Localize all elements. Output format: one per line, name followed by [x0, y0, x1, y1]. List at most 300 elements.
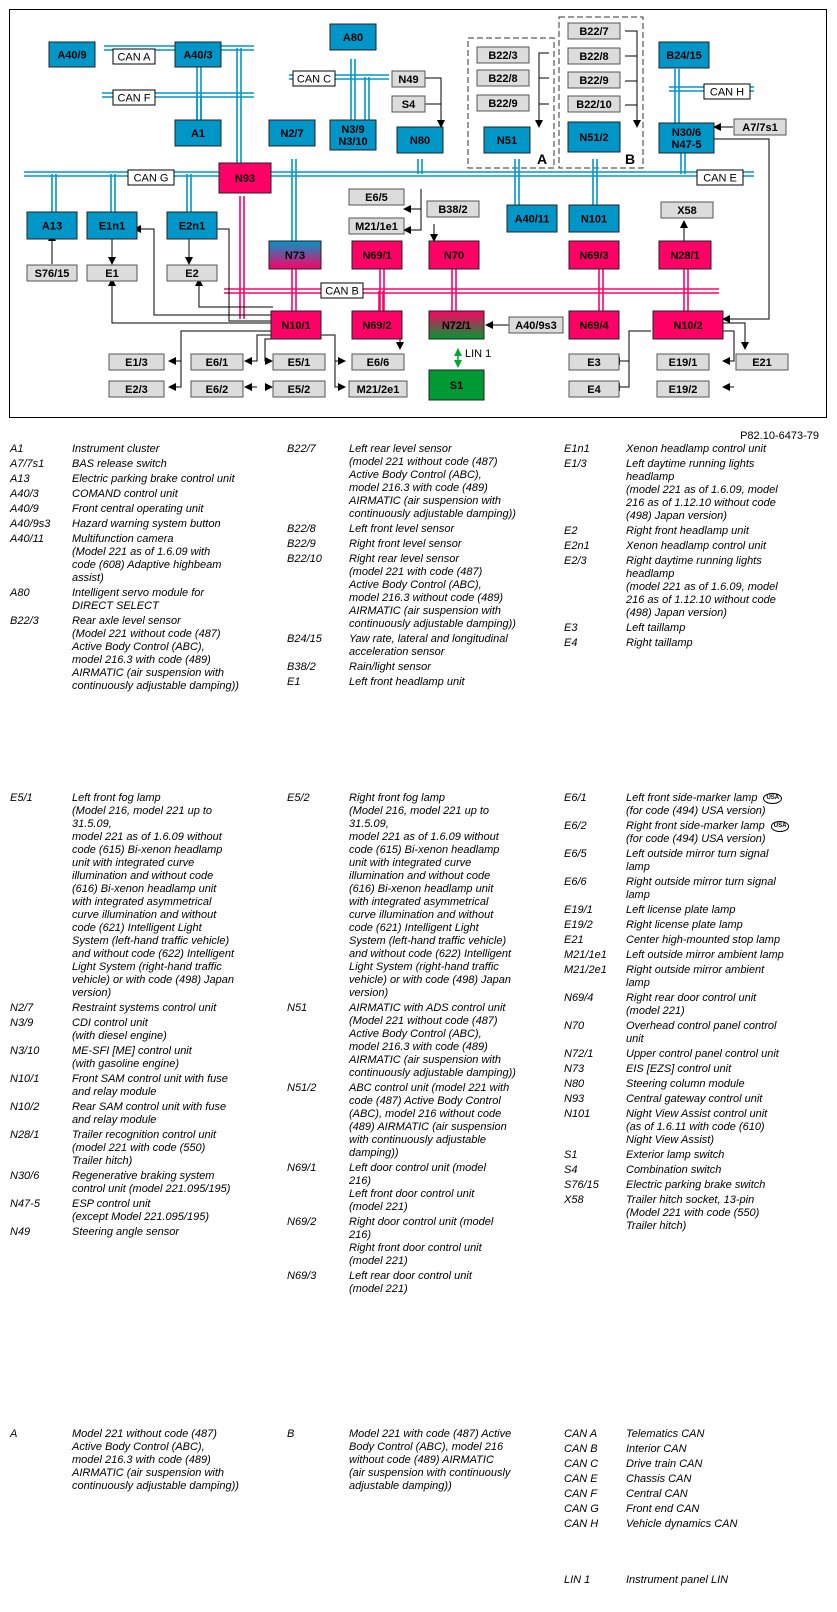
- svg-text:E6/2: E6/2: [205, 384, 229, 396]
- legend-entry: [564, 1149, 826, 1162]
- svg-text:N30/6N47-5: N30/6 N47-5: [671, 127, 702, 151]
- svg-text:E2: E2: [185, 268, 199, 280]
- legend-code: N28/1: [10, 1129, 40, 1141]
- drawing-reference: P82.10-6473-79: [740, 430, 819, 442]
- legend-entry: [10, 1129, 278, 1168]
- svg-text:E6/5: E6/5: [365, 192, 388, 204]
- legend-column-1: [10, 443, 278, 695]
- svg-text:M21/2e1: M21/2e1: [356, 384, 400, 396]
- legend-description: Rear axle level sensor (Model 221 without code (487) Active Body Control (ABC), model 216.3 with code (489) AIRMATIC (air suspension with continuously adjustable damping)): [72, 615, 239, 692]
- legend-description: Right front fog lamp (Model 216, model 221 up to 31.5.09, model 221 as of 1.6.09 without code (615) Bi-xenon headlamp unit with integrated curve illumination and without code (616) Bi-xenon headlamp unit with integrated asymmetrical curve illumination and without code (621) Intelligent Light System (left-hand traffic vehicle) and without code (622) Intelligent Light System (right-hand traffic vehicle) or with code (498) Japan version): [349, 792, 512, 999]
- legend-description: Central gateway control unit: [626, 1093, 763, 1105]
- node-a80: [330, 24, 376, 50]
- svg-text:CAN E: CAN E: [703, 172, 737, 185]
- legend-code: M21/1e1: [564, 949, 607, 961]
- legend-description: Xenon headlamp control unit: [626, 540, 767, 552]
- legend-entry: [10, 518, 278, 531]
- node-b22-9a: [477, 95, 529, 111]
- legend-description: Yaw rate, lateral and longitudinal acceleration sensor: [349, 633, 508, 658]
- legend-description: Right license plate lamp: [626, 919, 743, 931]
- legend-description: Center high-mounted stop lamp: [626, 934, 781, 946]
- node-e2: [167, 265, 217, 281]
- legend-code: N93: [564, 1093, 585, 1105]
- node-e21: [736, 354, 788, 370]
- legend-code: CAN A: [564, 1428, 598, 1440]
- legend-entry: [10, 615, 278, 693]
- legend-code: A1: [10, 443, 24, 455]
- svg-text:N93: N93: [234, 173, 256, 185]
- legend-description: Left outside mirror turn signal lamp: [626, 848, 769, 873]
- legend-code: M21/2e1: [564, 964, 607, 976]
- legend-code: N10/1: [10, 1073, 40, 1085]
- legend-code: CAN E: [564, 1473, 598, 1485]
- legend-code: N69/3: [287, 1270, 317, 1282]
- legend-entry: [287, 1002, 549, 1080]
- svg-text:A7/7s1: A7/7s1: [742, 122, 778, 134]
- svg-text:E1n1: E1n1: [98, 220, 126, 233]
- svg-text:B22/9: B22/9: [579, 75, 609, 87]
- legend-entry: [564, 1458, 826, 1471]
- legend-code: B22/10: [287, 553, 322, 565]
- legend-description: ESP control unit (except Model 221.095/195): [72, 1198, 209, 1223]
- legend-description: Intelligent servo module for DIRECT SELECT: [72, 587, 205, 612]
- legend-code: E6/2: [564, 820, 587, 832]
- legend-entry: [287, 1082, 549, 1160]
- node-m21-1e1: [349, 218, 404, 234]
- legend-entry: [564, 848, 826, 874]
- svg-text:N101: N101: [580, 213, 608, 226]
- node-n72-1: [429, 311, 484, 339]
- legend-entry: [564, 1020, 826, 1046]
- svg-text:B22/9: B22/9: [488, 98, 518, 110]
- svg-text:N10/2: N10/2: [673, 320, 703, 332]
- legend-description: Left front level sensor: [349, 523, 455, 535]
- legend-code: A40/9: [10, 503, 39, 515]
- legend-entry: [564, 1428, 826, 1441]
- legend-code: E3: [564, 622, 578, 634]
- legend-description: AIRMATIC with ADS control unit (Model 221 without code (487) Active Body Control (ABC), model 216.3 with code (489) AIRMATIC (air suspension with continuously adjustable damping)): [349, 1002, 516, 1079]
- legend-description: Front end CAN: [626, 1503, 700, 1515]
- legend-entry: [10, 1002, 278, 1015]
- network-topology-diagram: [9, 9, 827, 418]
- legend-description: Vehicle dynamics CAN: [626, 1518, 738, 1530]
- node-n93: [219, 163, 271, 193]
- legend-entry: [10, 792, 278, 1000]
- legend-description: Front central operating unit: [72, 503, 204, 515]
- legend-code: CAN B: [564, 1443, 598, 1455]
- legend-code: B22/3: [10, 615, 39, 627]
- legend-code: B24/15: [287, 633, 322, 645]
- legend-code: A7/7s1: [10, 458, 45, 470]
- nodes: [27, 23, 788, 400]
- legend-entry: [287, 633, 549, 659]
- node-e6-5: [349, 189, 404, 205]
- node-n69-1: [352, 241, 402, 269]
- legend-description: Right front headlamp unit: [626, 525, 749, 537]
- svg-text:B22/8: B22/8: [488, 73, 518, 85]
- node-e1-3: [109, 354, 164, 370]
- svg-text:N51: N51: [496, 135, 518, 147]
- legend-code: E1n1: [564, 443, 590, 455]
- legend-description: Rain/light sensor: [349, 661, 431, 673]
- legend-entry: [564, 555, 826, 620]
- legend-description: Right door control unit (model 216) Right front door control unit (model 221): [349, 1216, 494, 1267]
- legend-description: ABC control unit (model 221 with code (487) Active Body Control (ABC), model 216 without code (489) AIRMATIC (air suspension with continuously adjustable damping)): [349, 1082, 510, 1159]
- legend-description: Left front fog lamp (Model 216, model 221 up to 31.5.09, model 221 as of 1.6.09 without code (615) Bi-xenon headlamp unit with integrated curve illumination and without code (616) Bi-xenon headlamp unit with integrated asymmetrical curve illumination and without code (621) Intelligent Light System (left-hand traffic vehicle) and without code (622) Intelligent Light System (right-hand traffic vehicle) or with code (498) Japan version): [72, 792, 235, 999]
- legend-description: Left front headlamp unit: [349, 676, 465, 688]
- legend-entry: [564, 540, 826, 553]
- legend-entry: [287, 661, 549, 674]
- legend-description: CDI control unit (with diesel engine): [72, 1017, 167, 1042]
- node-n70: [429, 241, 479, 269]
- node-e3: [569, 354, 619, 370]
- svg-text:E3: E3: [587, 357, 601, 369]
- legend-description: EIS [EZS] control unit: [626, 1063, 732, 1075]
- node-e6-2: [191, 381, 243, 397]
- svg-text:N69/4: N69/4: [579, 320, 609, 332]
- node-n51: [484, 127, 530, 153]
- legend-entry: [10, 473, 278, 486]
- svg-text:E1: E1: [105, 268, 119, 280]
- svg-text:CAN B: CAN B: [325, 285, 359, 298]
- legend-entry: [564, 1108, 826, 1147]
- legend-code: N49: [10, 1226, 31, 1238]
- legend-code: N10/2: [10, 1101, 40, 1113]
- legend-code: N69/2: [287, 1216, 317, 1228]
- node-b22-3: [477, 47, 529, 63]
- node-b22-7: [568, 23, 620, 39]
- legend-description: Night View Assist control unit (as of 1.6.11 with code (610) Night View Assist): [626, 1108, 768, 1146]
- legend-entry: [287, 792, 549, 1000]
- node-e4: [569, 381, 619, 397]
- legend-code: N3/10: [10, 1045, 40, 1057]
- svg-text:S4: S4: [401, 99, 416, 111]
- legend-code: E2: [564, 525, 578, 537]
- svg-text:B24/15: B24/15: [666, 50, 702, 62]
- node-e6-6: [352, 354, 404, 370]
- svg-text:CAN H: CAN H: [709, 86, 745, 99]
- svg-text:A40/3: A40/3: [183, 49, 213, 62]
- node-e1n1: [87, 212, 137, 239]
- legend-code: E21: [564, 934, 584, 946]
- node-n30-6: [659, 123, 714, 153]
- node-b22-10: [568, 96, 620, 112]
- svg-text:N51/2: N51/2: [579, 132, 609, 144]
- node-a40-3: [175, 42, 221, 67]
- legend-code: CAN C: [564, 1458, 599, 1470]
- svg-text:M21/1e1: M21/1e1: [355, 221, 398, 233]
- legend-code: E19/2: [564, 919, 593, 931]
- svg-text:E2/3: E2/3: [125, 384, 148, 396]
- legend-code: N51/2: [287, 1082, 317, 1094]
- node-a13: [27, 212, 77, 239]
- legend-column-3: [564, 443, 826, 652]
- legend-entry: [287, 676, 549, 689]
- legend-code: E1/3: [564, 458, 587, 470]
- svg-text:B22/3: B22/3: [488, 50, 518, 62]
- node-m21-2e1: [349, 381, 407, 397]
- bus-label-can-f: [113, 90, 155, 105]
- legend-entry: [287, 1162, 549, 1214]
- svg-text:N72/1: N72/1: [441, 320, 472, 332]
- legend-code: E5/2: [287, 792, 310, 804]
- legend-description: Steering angle sensor: [72, 1226, 180, 1238]
- legend-code: B: [287, 1428, 295, 1440]
- legend-description: Front SAM control unit with fuse and relay module: [72, 1073, 228, 1098]
- legend-entry: [564, 1063, 826, 1076]
- wire: [265, 339, 273, 361]
- svg-text:E19/2: E19/2: [668, 384, 698, 396]
- svg-text:E1/3: E1/3: [125, 357, 148, 369]
- usa-badge-icon: USA: [771, 821, 790, 832]
- bus-label-can-b: [321, 283, 363, 298]
- node-b22-8b: [568, 48, 620, 64]
- legend-entry: [287, 523, 549, 536]
- node-n3-9: [330, 120, 376, 150]
- legend-description: Drive train CAN: [626, 1458, 703, 1470]
- legend-description: Chassis CAN: [626, 1473, 692, 1485]
- legend-description: Upper control panel control unit: [626, 1048, 779, 1060]
- legend-entry: [10, 1017, 278, 1043]
- legend-description: Telematics CAN: [626, 1428, 705, 1440]
- bus-label-can-g: [128, 170, 174, 185]
- legend-description: Left license plate lamp: [626, 904, 736, 916]
- legend-code: A40/9s3: [10, 518, 51, 530]
- legend-description: Xenon headlamp control unit: [626, 443, 767, 455]
- legend-description: Hazard warning system button: [72, 518, 221, 530]
- legend-description: Right taillamp: [626, 637, 693, 649]
- legend-code: E19/1: [564, 904, 593, 916]
- legend-description: Electric parking brake control unit: [72, 473, 235, 485]
- legend-description: Right rear door control unit (model 221): [626, 992, 757, 1017]
- legend-entry: [287, 538, 549, 551]
- legend-entry: [10, 1073, 278, 1099]
- legend-code: E1: [287, 676, 301, 688]
- legend-description: Steering column module: [626, 1078, 745, 1090]
- legend-code: E2n1: [564, 540, 590, 552]
- legend-description: Exterior lamp switch: [626, 1149, 725, 1161]
- wire: [714, 139, 769, 319]
- wire: [112, 279, 273, 323]
- bus-label-can-a: [113, 49, 155, 64]
- legend-code: B38/2: [287, 661, 316, 673]
- svg-text:E21: E21: [752, 357, 772, 369]
- legend-description: Model 221 without code (487) Active Body Control (ABC), model 216.3 with code (489) AIRMATIC (air suspension with continuously adjustable damping)): [72, 1428, 239, 1492]
- legend-description: Central CAN: [626, 1488, 688, 1500]
- node-e6-1: [191, 354, 243, 370]
- legend-code: CAN H: [564, 1518, 599, 1530]
- legend-description: Trailer hitch socket, 13-pin (Model 221 with code (550) Trailer hitch): [626, 1194, 760, 1232]
- node-n101: [569, 205, 619, 232]
- legend-code: N80: [564, 1078, 585, 1090]
- legend-entry: [10, 458, 278, 471]
- legend-code: N2/7: [10, 1002, 34, 1014]
- wire: [404, 189, 421, 209]
- legend-code: N47-5: [10, 1198, 40, 1210]
- legend-entry: [564, 1179, 826, 1192]
- svg-text:N69/2: N69/2: [362, 320, 392, 332]
- legend-description: Rear SAM control unit with fuse and relay module: [72, 1101, 227, 1126]
- legend-description: Right front level sensor: [349, 538, 462, 550]
- svg-text:CAN A: CAN A: [117, 51, 151, 64]
- legend-code: N72/1: [564, 1048, 594, 1060]
- legend-code: N73: [564, 1063, 585, 1075]
- legend-entry: [10, 1170, 278, 1196]
- node-x58: [661, 202, 713, 218]
- node-n10-2: [653, 311, 723, 339]
- svg-text:CAN F: CAN F: [117, 92, 151, 105]
- legend-entry: [10, 1101, 278, 1127]
- legend-entry: [10, 488, 278, 501]
- legend-entry: [287, 1216, 549, 1268]
- svg-text:E6/6: E6/6: [366, 357, 390, 369]
- legend-description: Model 221 with code (487) Active Body Control (ABC), model 216 without code (489) AIRMATIC (air suspension with continuously adjustable damping)): [349, 1428, 512, 1492]
- legend-description: COMAND control unit: [72, 488, 178, 500]
- legend-code: E6/1: [564, 792, 587, 804]
- legend-entry: [287, 1428, 549, 1493]
- legend-entry: [564, 525, 826, 538]
- node-a1: [175, 120, 221, 146]
- legend-column-8: [287, 1428, 549, 1495]
- wire: [625, 31, 637, 127]
- legend-column-6: [564, 792, 826, 1235]
- svg-text:B22/7: B22/7: [579, 26, 609, 38]
- wire: [425, 78, 441, 127]
- legend-code: N3/9: [10, 1017, 34, 1029]
- legend-entry: [564, 992, 826, 1018]
- legend-code: S4: [564, 1164, 578, 1176]
- node-n28-1: [659, 241, 711, 269]
- legend-column-7: [10, 1428, 278, 1495]
- legend-entry: [564, 1518, 826, 1531]
- svg-text:A13: A13: [41, 220, 63, 233]
- svg-text:N70: N70: [443, 250, 465, 262]
- node-n69-4: [569, 311, 619, 339]
- legend-entry: [564, 820, 826, 846]
- legend-description: Electric parking brake switch: [626, 1179, 766, 1191]
- node-n73: [269, 241, 321, 269]
- legend-code: E6/6: [564, 876, 587, 888]
- node-n49: [392, 71, 425, 87]
- legend-code: B22/9: [287, 538, 316, 550]
- svg-text:N28/1: N28/1: [670, 250, 700, 262]
- svg-text:N2/7: N2/7: [280, 128, 304, 140]
- svg-text:E5/1: E5/1: [287, 357, 311, 369]
- legend-entry: [564, 622, 826, 635]
- legend-code: N69/1: [287, 1162, 317, 1174]
- node-n10-1: [271, 311, 321, 339]
- svg-text:B22/8: B22/8: [579, 51, 609, 63]
- legend-column-9: [564, 1428, 826, 1533]
- node-s76-15: [27, 265, 77, 281]
- legend-entry: [564, 1048, 826, 1061]
- bus-label-can-c: [293, 71, 335, 86]
- legend-code: CAN G: [564, 1503, 599, 1515]
- legend-code: S76/15: [564, 1179, 599, 1191]
- bus-label-can-h: [704, 84, 750, 99]
- node-b24-15: [659, 42, 709, 68]
- node-e5-2: [273, 381, 325, 397]
- legend-code: E5/1: [10, 792, 33, 804]
- node-a40-9s3: [509, 317, 563, 333]
- legend-description: Restraint systems control unit: [72, 1002, 217, 1014]
- legend-entry: [564, 443, 826, 456]
- legend-code: N69/4: [564, 992, 594, 1004]
- node-e2-3: [109, 381, 164, 397]
- legend-entry: [564, 1093, 826, 1106]
- legend-description: Instrument cluster: [72, 443, 160, 455]
- legend-entry: [10, 587, 278, 613]
- legend-code: A40/3: [10, 488, 39, 500]
- legend-description: Left front side-marker lamp USA (for code (494) USA version): [626, 792, 826, 818]
- legend-entry: [10, 1226, 278, 1239]
- svg-text:N10/1: N10/1: [281, 320, 311, 332]
- node-a40-9: [49, 42, 95, 67]
- node-n2-7: [269, 120, 315, 146]
- legend-entry: [10, 503, 278, 516]
- wire: [404, 209, 421, 230]
- legend-entry: [564, 1194, 826, 1233]
- legend-description: Interior CAN: [626, 1443, 687, 1455]
- legend-lin-entry: LIN 1 Instrument panel LIN: [564, 1574, 729, 1586]
- svg-text:B22/10: B22/10: [576, 99, 612, 111]
- legend-code: N70: [564, 1020, 585, 1032]
- lin-1-label: LIN 1: [465, 348, 492, 360]
- svg-text:E6/1: E6/1: [205, 357, 229, 369]
- legend-entry: [10, 533, 278, 585]
- legend-code: N101: [564, 1108, 591, 1120]
- legend-entry: [564, 1473, 826, 1486]
- legend-code: S1: [564, 1149, 578, 1161]
- legend-column-4: [10, 792, 278, 1241]
- legend-description: Right rear level sensor (model 221 with code (487) Active Body Control (ABC), model 216.3 without code (489) AIRMATIC (air suspension with continuously adjustable damping)): [349, 553, 516, 630]
- svg-text:N69/3: N69/3: [579, 250, 609, 262]
- legend-column-5: [287, 792, 549, 1298]
- bus-label-can-e: [697, 170, 743, 185]
- group-b-label: B: [625, 151, 636, 167]
- usa-badge-icon: USA: [763, 793, 782, 804]
- node-a40-11: [507, 205, 557, 232]
- node-a7-7s1: [734, 119, 786, 135]
- legend-description: BAS release switch: [72, 458, 167, 470]
- svg-text:N3/9N3/10: N3/9 N3/10: [338, 124, 368, 148]
- svg-text:A1: A1: [190, 128, 206, 140]
- node-n51-2: [568, 122, 620, 152]
- legend-description: Combination switch: [626, 1164, 722, 1176]
- legend-code: E4: [564, 637, 578, 649]
- legend-entry: [564, 964, 826, 990]
- legend-entry: [10, 1428, 278, 1493]
- node-b22-8a: [477, 70, 529, 86]
- svg-text:A40/11: A40/11: [514, 213, 550, 226]
- svg-text:E19/1: E19/1: [668, 357, 698, 369]
- node-s4: [392, 96, 425, 112]
- legend-description: Left outside mirror ambient lamp: [626, 949, 784, 961]
- legend-description: Left daytime running lights headlamp (model 221 as of 1.6.09, model 216 as of 1.12.10 without code (498) Japan version): [626, 458, 778, 522]
- node-b22-9b: [568, 72, 620, 88]
- node-e19-1: [657, 354, 709, 370]
- legend-code: N30/6: [10, 1170, 40, 1182]
- node-e19-2: [657, 381, 709, 397]
- node-n69-2: [352, 311, 402, 339]
- legend-description: Right outside mirror turn signal lamp: [626, 876, 776, 901]
- group-a-label: A: [537, 151, 548, 167]
- legend-entry: [564, 1164, 826, 1177]
- legend-entry: [564, 1503, 826, 1516]
- legend-entry: [564, 876, 826, 902]
- node-b38-2: [427, 201, 479, 217]
- legend-entry: [564, 1488, 826, 1501]
